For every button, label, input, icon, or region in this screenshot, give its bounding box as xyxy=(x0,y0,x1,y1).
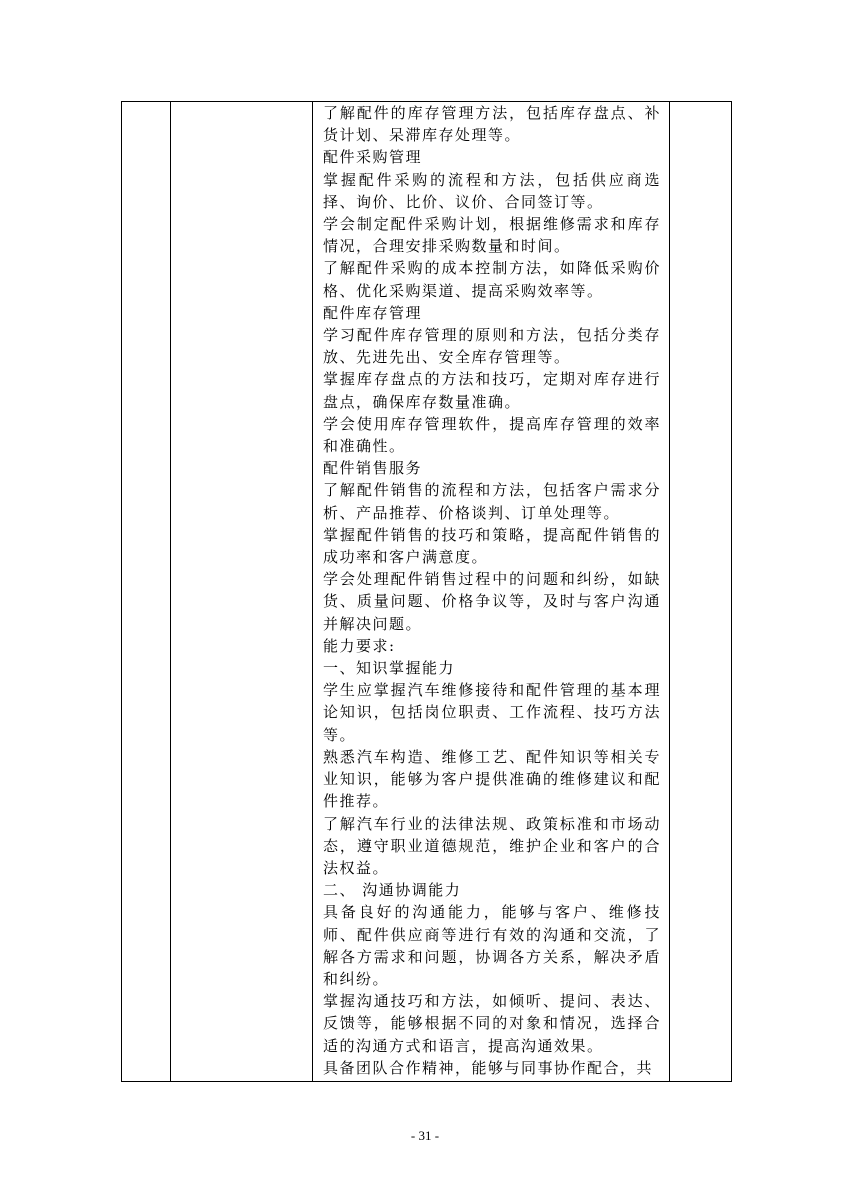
paragraph: 学生应掌握汽车维修接待和配件管理的基本理论知识，包括岗位职责、工作流程、技巧方法等。 xyxy=(323,681,661,744)
paragraph: 学习配件库存管理的原则和方法，包括分类存放、先进先出、安全库存管理等。 xyxy=(323,326,661,367)
section-heading: 配件采购管理 xyxy=(323,148,423,167)
table-cell-empty-4 xyxy=(670,102,732,1082)
paragraph: 了解配件的库存管理方法，包括库存盘点、补货计划、呆滞库存处理等。 xyxy=(323,104,661,145)
section-heading: 配件库存管理 xyxy=(323,303,423,322)
section-heading: 一、知识掌握能力 xyxy=(323,659,456,678)
content-table xyxy=(121,101,732,1082)
paragraph: 掌握配件销售的技巧和策略，提高配件销售的成功率和客户满意度。 xyxy=(323,525,661,567)
paragraph: 具备良好的沟通能力，能够与客户、维修技师、配件供应商等进行有效的沟通和交流，了解各方需求和问题，协调各方关系，解决矛盾和纠纷。 xyxy=(323,903,661,988)
paragraph: 学会制定配件采购计划，根据维修需求和库存情况，合理安排采购数量和时间。 xyxy=(323,215,661,256)
section-heading: 配件销售服务 xyxy=(323,459,423,478)
paragraph: 掌握库存盘点的方法和技巧，定期对库存进行盘点，确保库存数量准确。 xyxy=(323,370,661,411)
section-heading: 能力要求: xyxy=(323,636,396,655)
content-text xyxy=(313,102,669,1079)
table-cell-empty-2 xyxy=(171,102,313,1082)
paragraph: 掌握沟通技巧和方法，如倾听、提问、表达、反馈等，能够根据不同的对象和情况，选择合适的沟通方式和语言，提高沟通效果。 xyxy=(323,992,661,1055)
page-number: - 31 - xyxy=(410,1128,440,1143)
paragraph: 了解汽车行业的法律法规、政策标准和市场动态，遵守职业道德规范，维护企业和客户的合法权益。 xyxy=(323,814,661,877)
paragraph: 学会处理配件销售过程中的问题和纠纷，如缺货、质量问题、价格争议等，及时与客户沟通并解决问题。 xyxy=(323,570,661,633)
paragraph: 学会使用库存管理软件，提高库存管理的效率和准确性。 xyxy=(323,414,661,456)
paragraph: 熟悉汽车构造、维修工艺、配件知识等相关专业知识，能够为客户提供准确的维修建议和配件推荐。 xyxy=(323,747,661,811)
paragraph: 具备团队合作精神，能够与同事协作配合，共 xyxy=(323,1058,654,1077)
section-heading: 二、 沟通协调能力 xyxy=(323,881,462,900)
table-cell-empty-1 xyxy=(122,102,171,1082)
paragraph: 了解配件销售的流程和方法，包括客户需求分析、产品推荐、价格谈判、订单处理等。 xyxy=(323,481,661,522)
table-cell-content xyxy=(313,102,670,1082)
paragraph: 了解配件采购的成本控制方法，如降低采购价格、优化采购渠道、提高采购效率等。 xyxy=(323,259,661,300)
paragraph: 掌握配件采购的流程和方法，包括供应商选择、询价、比价、议价、合同签订等。 xyxy=(323,170,661,211)
